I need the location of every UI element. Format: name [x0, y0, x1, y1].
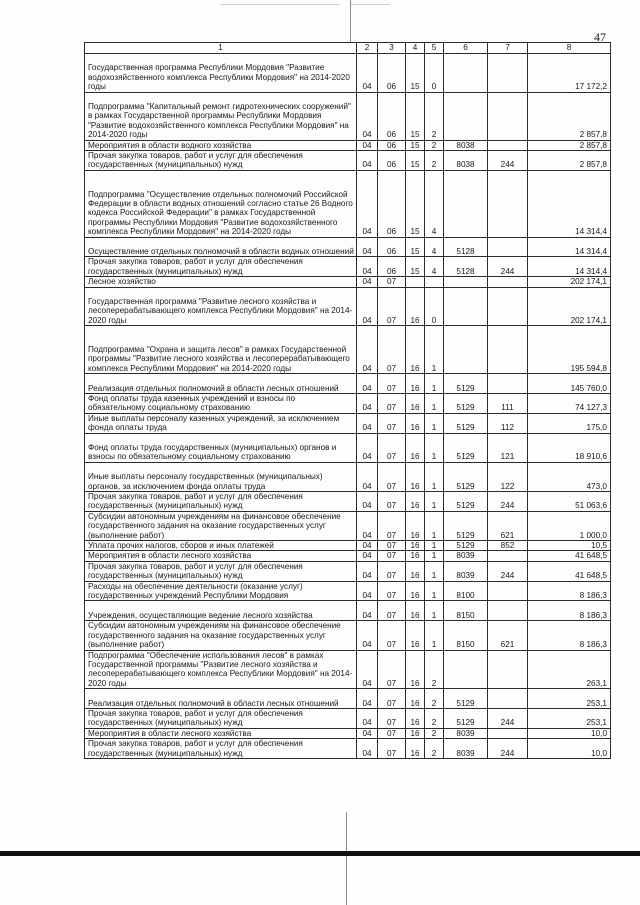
row-program-cell: 16 — [406, 708, 425, 728]
table-row — [85, 601, 611, 621]
row-subprogram-cell: 1 — [425, 601, 444, 621]
row-subsection-cell: 07 — [378, 689, 406, 709]
row-program-cell: 16 — [406, 287, 425, 326]
table-row — [85, 739, 611, 759]
row-program-cell: 16 — [406, 728, 425, 738]
row-expense-type-cell: 112 — [488, 413, 528, 433]
row-amount-cell: 51 063,6 — [528, 492, 611, 512]
row-name-cell: Подпрограмма "Капитальный ремонт гидротехнических сооружений" в рамках Государственной программы Республики Мордовия "Развитие водохозяйственного комплекса Республики Мордовия" на 2014-2020 годы — [85, 92, 357, 140]
column-header-4: 4 — [406, 43, 425, 54]
row-subsection-cell: 07 — [378, 650, 406, 689]
row-expense-type-cell: 244 — [488, 561, 528, 581]
row-section-cell: 04 — [357, 170, 378, 237]
row-target-article-cell: 8039 — [444, 728, 488, 738]
row-name-cell: Лесное хозяйство — [85, 277, 357, 287]
table-row — [85, 374, 611, 394]
row-subprogram-cell: 1 — [425, 374, 444, 394]
table-row — [85, 257, 611, 277]
table-row — [85, 689, 611, 709]
row-section-cell: 04 — [357, 551, 378, 561]
row-target-article-cell: 8039 — [444, 739, 488, 759]
row-expense-type-cell — [488, 237, 528, 257]
row-expense-type-cell: 244 — [488, 492, 528, 512]
row-subsection-cell: 07 — [378, 601, 406, 621]
row-subprogram-cell: 2 — [425, 708, 444, 728]
row-expense-type-cell — [488, 650, 528, 689]
column-header-8: 8 — [528, 43, 611, 54]
row-program-cell: 16 — [406, 739, 425, 759]
row-name-cell: Мероприятия в области лесного хозяйства — [85, 728, 357, 738]
row-subprogram-cell: 4 — [425, 237, 444, 257]
row-section-cell: 04 — [357, 374, 378, 394]
row-section-cell: 04 — [357, 257, 378, 277]
row-program-cell: 16 — [406, 462, 425, 491]
row-section-cell: 04 — [357, 561, 378, 581]
table-body — [85, 54, 611, 759]
row-target-article-cell: 5128 — [444, 237, 488, 257]
row-amount-cell: 41 648,5 — [528, 551, 611, 561]
table-row — [85, 708, 611, 728]
row-section-cell: 04 — [357, 601, 378, 621]
table-row — [85, 326, 611, 374]
table-row — [85, 277, 611, 287]
row-expense-type-cell — [488, 92, 528, 140]
row-amount-cell: 10,0 — [528, 728, 611, 738]
table-row — [85, 92, 611, 140]
row-program-cell: 15 — [406, 257, 425, 277]
row-name-cell: Уплата прочих налогов, сборов и иных платежей — [85, 541, 357, 551]
row-program-cell: 16 — [406, 581, 425, 601]
row-amount-cell: 2 857,8 — [528, 151, 611, 171]
row-section-cell: 04 — [357, 511, 378, 540]
row-amount-cell: 8 186,3 — [528, 621, 611, 650]
row-program-cell: 15 — [406, 237, 425, 257]
row-subsection-cell: 06 — [378, 257, 406, 277]
row-program-cell: 15 — [406, 54, 425, 93]
budget-table — [84, 42, 611, 759]
row-amount-cell: 14 314,4 — [528, 257, 611, 277]
row-amount-cell: 8 186,3 — [528, 581, 611, 601]
row-name-cell: Реализация отдельных полномочий в области лесных отношений — [85, 689, 357, 709]
row-subprogram-cell: 2 — [425, 151, 444, 171]
scan-vertical-line — [350, 0, 351, 42]
row-target-article-cell: 8038 — [444, 140, 488, 150]
table-row — [85, 413, 611, 433]
row-target-article-cell: 8038 — [444, 151, 488, 171]
row-program-cell: 16 — [406, 511, 425, 540]
row-subprogram-cell: 1 — [425, 511, 444, 540]
row-name-cell: Фонд оплаты труда государственных (муниципальных) органов и взносы по обязательному социальному страхованию — [85, 433, 357, 462]
row-subprogram-cell: 2 — [425, 689, 444, 709]
row-name-cell: Прочая закупка товаров, работ и услуг для обеспечения государственных (муниципальных) нужд — [85, 708, 357, 728]
table-row — [85, 462, 611, 491]
row-amount-cell: 202 174,1 — [528, 287, 611, 326]
row-expense-type-cell — [488, 277, 528, 287]
row-amount-cell: 1 000,0 — [528, 511, 611, 540]
row-target-article-cell: 5129 — [444, 413, 488, 433]
row-amount-cell: 195 594,8 — [528, 326, 611, 374]
row-expense-type-cell: 244 — [488, 151, 528, 171]
row-name-cell: Прочая закупка товаров, работ и услуг для обеспечения государственных (муниципальных) нужд — [85, 492, 357, 512]
row-target-article-cell — [444, 287, 488, 326]
row-target-article-cell: 5129 — [444, 462, 488, 491]
row-subprogram-cell: 1 — [425, 394, 444, 414]
table-row — [85, 170, 611, 237]
row-amount-cell: 2 857,8 — [528, 140, 611, 150]
row-subsection-cell: 07 — [378, 511, 406, 540]
row-expense-type-cell — [488, 170, 528, 237]
row-target-article-cell — [444, 92, 488, 140]
row-target-article-cell: 5128 — [444, 257, 488, 277]
row-program-cell: 16 — [406, 551, 425, 561]
row-subprogram-cell: 1 — [425, 433, 444, 462]
row-subprogram-cell: 2 — [425, 140, 444, 150]
row-section-cell: 04 — [357, 413, 378, 433]
row-name-cell: Прочая закупка товаров, работ и услуг для обеспечения государственных (муниципальных) нужд — [85, 561, 357, 581]
row-amount-cell: 14 314,4 — [528, 237, 611, 257]
row-subprogram-cell: 1 — [425, 413, 444, 433]
table-row — [85, 433, 611, 462]
row-name-cell: Мероприятия в области лесного хозяйства — [85, 551, 357, 561]
row-section-cell: 04 — [357, 541, 378, 551]
row-name-cell: Подпрограмма "Осуществление отдельных полномочий Российской Федерации в области водных отношений согласно статье 26 Водного кодекса Российской Федерации" в рамках Государственной программы Республики Мордовия "Развитие водохозяйственного комплекса Республики Мордовия" на 2014-2020 годы — [85, 170, 357, 237]
row-name-cell: Учреждения, осуществляющие ведение лесного хозяйства — [85, 601, 357, 621]
row-section-cell: 04 — [357, 277, 378, 287]
row-amount-cell: 10,5 — [528, 541, 611, 551]
table-header-row — [85, 43, 611, 54]
row-name-cell: Прочая закупка товаров, работ и услуг для обеспечения государственных (муниципальных) нужд — [85, 257, 357, 277]
table-row — [85, 541, 611, 551]
row-subsection-cell: 07 — [378, 561, 406, 581]
row-subsection-cell: 06 — [378, 170, 406, 237]
row-name-cell: Реализация отдельных полномочий в области лесных отношений — [85, 374, 357, 394]
row-amount-cell: 2 857,8 — [528, 92, 611, 140]
row-target-article-cell — [444, 326, 488, 374]
row-program-cell: 16 — [406, 413, 425, 433]
row-expense-type-cell — [488, 689, 528, 709]
row-program-cell: 16 — [406, 433, 425, 462]
row-section-cell: 04 — [357, 650, 378, 689]
row-subsection-cell: 07 — [378, 277, 406, 287]
row-name-cell: Осуществление отдельных полномочий в области водных отношений — [85, 237, 357, 257]
row-expense-type-cell — [488, 326, 528, 374]
row-expense-type-cell — [488, 728, 528, 738]
table-row — [85, 561, 611, 581]
row-section-cell: 04 — [357, 689, 378, 709]
row-target-article-cell: 5129 — [444, 374, 488, 394]
row-target-article-cell — [444, 170, 488, 237]
column-header-3: 3 — [378, 43, 406, 54]
scan-top-rule — [350, 4, 390, 5]
row-subprogram-cell — [425, 277, 444, 287]
row-subsection-cell: 07 — [378, 551, 406, 561]
row-program-cell: 16 — [406, 541, 425, 551]
row-target-article-cell: 5129 — [444, 511, 488, 540]
row-section-cell: 04 — [357, 326, 378, 374]
row-target-article-cell — [444, 650, 488, 689]
row-name-cell: Субсидии автономным учреждениям на финансовое обеспечение государственного задания на оказание государственных услуг (выполнение работ) — [85, 621, 357, 650]
row-subsection-cell: 07 — [378, 462, 406, 491]
row-program-cell: 15 — [406, 170, 425, 237]
row-subsection-cell: 07 — [378, 326, 406, 374]
row-section-cell: 04 — [357, 54, 378, 93]
table-row — [85, 551, 611, 561]
row-section-cell: 04 — [357, 237, 378, 257]
row-subsection-cell: 07 — [378, 708, 406, 728]
table-row — [85, 394, 611, 414]
row-target-article-cell: 5129 — [444, 433, 488, 462]
row-expense-type-cell — [488, 581, 528, 601]
row-subsection-cell: 07 — [378, 541, 406, 551]
table-row — [85, 492, 611, 512]
row-subprogram-cell: 1 — [425, 462, 444, 491]
column-header-6: 6 — [444, 43, 488, 54]
row-subsection-cell: 07 — [378, 394, 406, 414]
row-expense-type-cell — [488, 551, 528, 561]
row-amount-cell: 253,1 — [528, 689, 611, 709]
row-section-cell: 04 — [357, 433, 378, 462]
row-subsection-cell: 07 — [378, 374, 406, 394]
row-expense-type-cell: 621 — [488, 621, 528, 650]
row-subprogram-cell: 4 — [425, 170, 444, 237]
row-section-cell: 04 — [357, 581, 378, 601]
row-expense-type-cell: 621 — [488, 511, 528, 540]
row-expense-type-cell — [488, 287, 528, 326]
table-row — [85, 54, 611, 93]
row-section-cell: 04 — [357, 739, 378, 759]
row-program-cell: 15 — [406, 151, 425, 171]
row-amount-cell: 10,0 — [528, 739, 611, 759]
row-target-article-cell: 5129 — [444, 541, 488, 551]
row-program-cell: 16 — [406, 374, 425, 394]
row-subprogram-cell: 0 — [425, 287, 444, 326]
row-name-cell: Подпрограмма "Охрана и защита лесов" в рамках Государственной программы "Развитие лесного хозяйства и лесоперерабатывающего комплекса Республики Мордовия" на 2014-2020 годы — [85, 326, 357, 374]
row-target-article-cell: 5129 — [444, 492, 488, 512]
column-header-2: 2 — [357, 43, 378, 54]
row-amount-cell: 18 910,6 — [528, 433, 611, 462]
row-amount-cell: 145 760,0 — [528, 374, 611, 394]
table-row — [85, 581, 611, 601]
row-target-article-cell: 8150 — [444, 601, 488, 621]
row-subsection-cell: 07 — [378, 413, 406, 433]
row-subsection-cell: 07 — [378, 287, 406, 326]
row-program-cell: 16 — [406, 326, 425, 374]
row-expense-type-cell: 852 — [488, 541, 528, 551]
row-expense-type-cell: 122 — [488, 462, 528, 491]
row-expense-type-cell: 121 — [488, 433, 528, 462]
row-subprogram-cell: 1 — [425, 541, 444, 551]
page-number: 47 — [594, 30, 606, 44]
row-expense-type-cell: 244 — [488, 257, 528, 277]
row-expense-type-cell — [488, 54, 528, 93]
row-section-cell: 04 — [357, 287, 378, 326]
column-header-5: 5 — [425, 43, 444, 54]
table-row — [85, 287, 611, 326]
table-row — [85, 650, 611, 689]
table-row — [85, 728, 611, 738]
row-name-cell: Государственная программа "Развитие лесного хозяйства и лесоперерабатывающего комплекса Республики Мордовия" на 2014-2020 годы — [85, 287, 357, 326]
row-amount-cell: 263,1 — [528, 650, 611, 689]
row-expense-type-cell — [488, 601, 528, 621]
row-program-cell: 16 — [406, 689, 425, 709]
row-expense-type-cell — [488, 374, 528, 394]
row-target-article-cell: 8039 — [444, 561, 488, 581]
scan-vertical-line — [346, 812, 347, 905]
row-section-cell: 04 — [357, 394, 378, 414]
row-subsection-cell: 06 — [378, 92, 406, 140]
table-row — [85, 511, 611, 540]
row-amount-cell: 473,0 — [528, 462, 611, 491]
row-target-article-cell: 8150 — [444, 621, 488, 650]
row-name-cell: Мероприятия в области водного хозяйства — [85, 140, 357, 150]
row-target-article-cell — [444, 277, 488, 287]
row-subsection-cell: 06 — [378, 140, 406, 150]
column-header-7: 7 — [488, 43, 528, 54]
row-program-cell: 16 — [406, 394, 425, 414]
row-subprogram-cell: 2 — [425, 650, 444, 689]
row-program-cell: 15 — [406, 140, 425, 150]
column-header-1: 1 — [85, 43, 357, 54]
row-expense-type-cell: 111 — [488, 394, 528, 414]
row-subprogram-cell: 2 — [425, 739, 444, 759]
row-program-cell: 16 — [406, 601, 425, 621]
row-section-cell: 04 — [357, 151, 378, 171]
row-subprogram-cell: 1 — [425, 581, 444, 601]
table-row — [85, 621, 611, 650]
row-subsection-cell: 07 — [378, 581, 406, 601]
row-name-cell: Подпрограмма "Обеспечение использования лесов" в рамках Государственной программы "Развитие лесного хозяйства и лесоперерабатывающего комплекса Республики Мордовия" на 2014-2020 годы — [85, 650, 357, 689]
row-section-cell: 04 — [357, 92, 378, 140]
row-subprogram-cell: 1 — [425, 621, 444, 650]
row-subprogram-cell: 1 — [425, 492, 444, 512]
row-subprogram-cell: 1 — [425, 326, 444, 374]
row-section-cell: 04 — [357, 621, 378, 650]
table-row — [85, 151, 611, 171]
row-amount-cell: 202 174,1 — [528, 277, 611, 287]
row-subprogram-cell: 2 — [425, 92, 444, 140]
row-subsection-cell: 06 — [378, 54, 406, 93]
row-target-article-cell: 5129 — [444, 708, 488, 728]
row-subsection-cell: 06 — [378, 237, 406, 257]
row-subsection-cell: 06 — [378, 151, 406, 171]
row-section-cell: 04 — [357, 492, 378, 512]
row-name-cell: Прочая закупка товаров, работ и услуг для обеспечения государственных (муниципальных) нужд — [85, 151, 357, 171]
budget-table-wrapper — [84, 42, 610, 759]
scan-footer-bar — [0, 851, 640, 856]
row-subprogram-cell: 1 — [425, 551, 444, 561]
row-target-article-cell: 5129 — [444, 689, 488, 709]
row-name-cell: Фонд оплаты труда казенных учреждений и взносы по обязательному социальному страхованию — [85, 394, 357, 414]
row-section-cell: 04 — [357, 140, 378, 150]
row-section-cell: 04 — [357, 708, 378, 728]
row-name-cell: Государственная программа Республики Мордовия "Развитие водохозяйственного комплекса Республики Мордовия" на 2014-2020 годы — [85, 54, 357, 93]
table-row — [85, 140, 611, 150]
row-subsection-cell: 07 — [378, 739, 406, 759]
row-subsection-cell: 07 — [378, 492, 406, 512]
row-target-article-cell: 8100 — [444, 581, 488, 601]
row-program-cell: 16 — [406, 621, 425, 650]
row-name-cell: Иные выплаты персоналу государственных (муниципальных) органов, за исключением фонда оплаты труда — [85, 462, 357, 491]
row-target-article-cell: 5129 — [444, 394, 488, 414]
row-amount-cell: 8 186,3 — [528, 601, 611, 621]
row-subsection-cell: 07 — [378, 433, 406, 462]
row-program-cell — [406, 277, 425, 287]
table-row — [85, 237, 611, 257]
row-subprogram-cell: 1 — [425, 561, 444, 581]
row-amount-cell: 253,1 — [528, 708, 611, 728]
row-program-cell: 16 — [406, 650, 425, 689]
row-amount-cell: 74 127,3 — [528, 394, 611, 414]
row-subsection-cell: 07 — [378, 728, 406, 738]
row-subprogram-cell: 4 — [425, 257, 444, 277]
row-name-cell: Расходы на обеспечение деятельности (оказание услуг) государственных учреждений Республики Мордовия — [85, 581, 357, 601]
row-target-article-cell — [444, 54, 488, 93]
row-amount-cell: 41 648,5 — [528, 561, 611, 581]
row-target-article-cell: 8039 — [444, 551, 488, 561]
scan-top-rule — [220, 4, 340, 5]
row-amount-cell: 175,0 — [528, 413, 611, 433]
row-subsection-cell: 07 — [378, 621, 406, 650]
row-program-cell: 16 — [406, 561, 425, 581]
row-amount-cell: 14 314,4 — [528, 170, 611, 237]
row-subprogram-cell: 0 — [425, 54, 444, 93]
row-program-cell: 15 — [406, 92, 425, 140]
row-name-cell: Субсидии автономным учреждениям на финансовое обеспечение государственного задания на оказание государственных услуг (выполнение работ) — [85, 511, 357, 540]
row-amount-cell: 17 172,2 — [528, 54, 611, 93]
row-section-cell: 04 — [357, 462, 378, 491]
row-section-cell: 04 — [357, 728, 378, 738]
row-name-cell: Иные выплаты персоналу казенных учреждений, за исключением фонда оплаты труда — [85, 413, 357, 433]
row-name-cell: Прочая закупка товаров, работ и услуг для обеспечения государственных (муниципальных) нужд — [85, 739, 357, 759]
row-expense-type-cell: 244 — [488, 739, 528, 759]
row-subprogram-cell: 2 — [425, 728, 444, 738]
row-expense-type-cell: 244 — [488, 708, 528, 728]
row-program-cell: 16 — [406, 492, 425, 512]
row-expense-type-cell — [488, 140, 528, 150]
